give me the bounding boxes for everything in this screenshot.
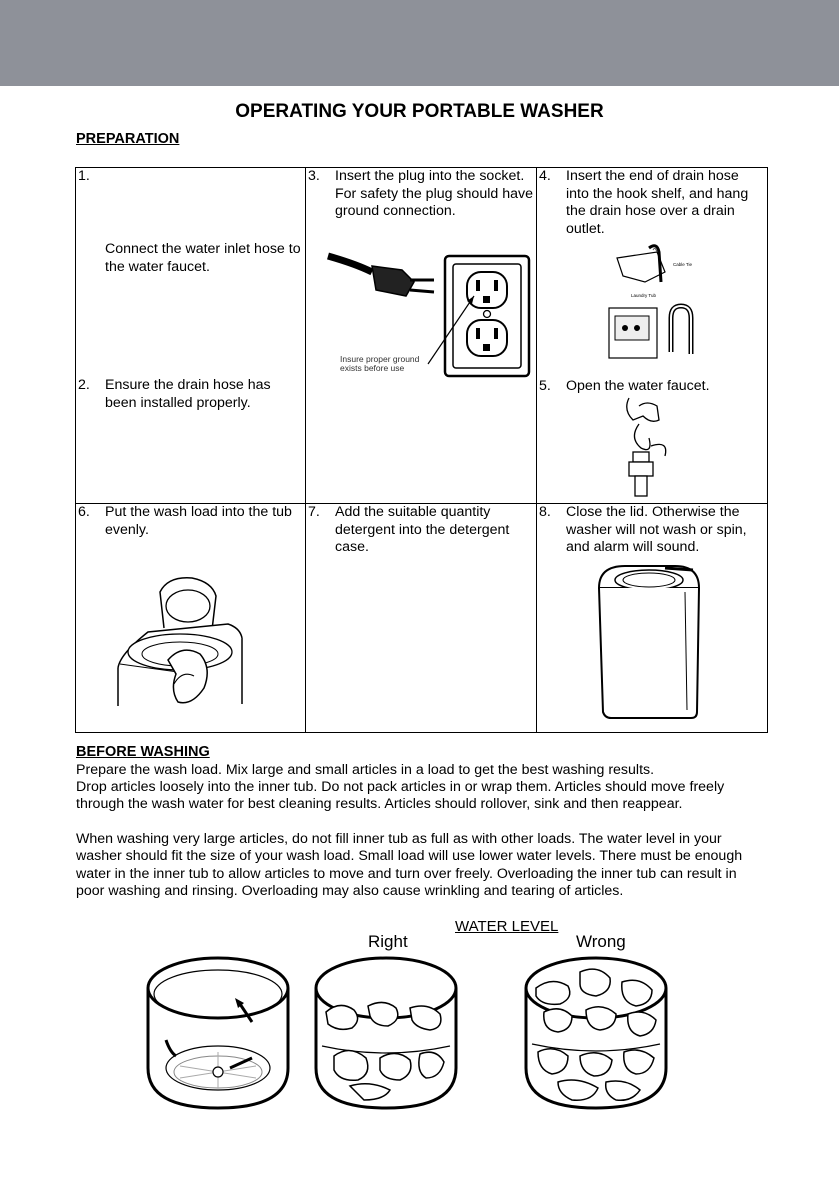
step-text: Ensure the drain hose has been installed properly. — [105, 377, 271, 411]
cell-step-6 — [76, 504, 306, 733]
water-level-wrong-label: Wrong — [576, 932, 626, 951]
header-band — [0, 0, 839, 86]
step-text: Close the lid. Otherwise the washer will not wash or spin, and alarm will sound. — [566, 504, 747, 555]
laundry-tub-label: Laundry Tub — [631, 293, 657, 298]
cell-step-7 — [306, 504, 537, 733]
cell-steps-4-5 — [537, 168, 768, 504]
water-faucet-illustration — [599, 394, 699, 498]
grounded-plug-illustration — [326, 250, 536, 380]
step-text: Add the suitable quantity detergent into the detergent case. — [335, 504, 510, 555]
step-text: Put the wash load into the tub evenly. — [105, 504, 292, 538]
step-text: Insert the plug into the socket. For safety the plug should have ground connection. — [335, 168, 533, 219]
cell-steps-1-2 — [76, 168, 306, 504]
page-title: OPERATING YOUR PORTABLE WASHER — [235, 101, 604, 122]
step-number: 6. — [78, 504, 90, 520]
preparation-steps-table — [75, 167, 768, 733]
step-number: 2. — [78, 377, 90, 393]
water-level-title: WATER LEVEL — [455, 918, 559, 935]
step-number: 7. — [308, 504, 320, 520]
step-number: 4. — [539, 168, 551, 184]
step-text: Insert the end of drain hose into the hook shelf, and hang the drain hose over a drain outlet. — [566, 168, 749, 237]
water-level-comparison — [140, 948, 670, 1116]
cell-step-3 — [306, 168, 537, 504]
load-washer-illustration — [108, 574, 250, 706]
wrong-water-level-tub-illustration — [526, 958, 666, 1108]
step-text: Open the water faucet. — [566, 378, 710, 394]
right-water-level-tub-illustration — [316, 958, 456, 1108]
step-number: 1. — [78, 168, 90, 184]
step-number: 3. — [308, 168, 320, 184]
before-washing-paragraph-1: Prepare the wash load. Mix large and small articles in a load to get the best washing results. — [76, 762, 655, 778]
step-number: 5. — [539, 378, 551, 394]
closed-washer-illustration — [595, 562, 705, 722]
cable-tie-label: Cable Tie — [673, 262, 693, 267]
ground-note-line2: exists before use — [340, 363, 405, 373]
before-washing-paragraph-3: When washing very large articles, do not fill inner tub as full as with other loads. The water level in your washer should fit the size of your wash load. Small load will use lower water levels. There must be enough water in the inner tub to allow articles to move and turn over freely. Overloading the inner tub can result in poor washing and rinsing. Overloading may also cause wrinkling and tearing of articles. — [76, 831, 743, 900]
before-washing-paragraph-2: Drop articles loosely into the inner tub. Do not pack articles in or wrap them. Articles should move freely through the wash water for best cleaning results. Articles should rollover, sink and then reappear. — [76, 779, 725, 813]
empty-tub-illustration — [148, 958, 288, 1108]
preparation-heading: PREPARATION — [76, 131, 180, 147]
water-level-right-label: Right — [368, 932, 408, 951]
cell-step-8 — [537, 504, 768, 733]
ground-note-line1: Insure proper ground — [340, 354, 420, 364]
before-washing-heading: BEFORE WASHING — [76, 744, 210, 760]
step-number: 8. — [539, 504, 551, 520]
drain-hose-illustration — [607, 242, 727, 364]
step-text: Connect the water inlet hose to the water faucet. — [105, 241, 301, 275]
